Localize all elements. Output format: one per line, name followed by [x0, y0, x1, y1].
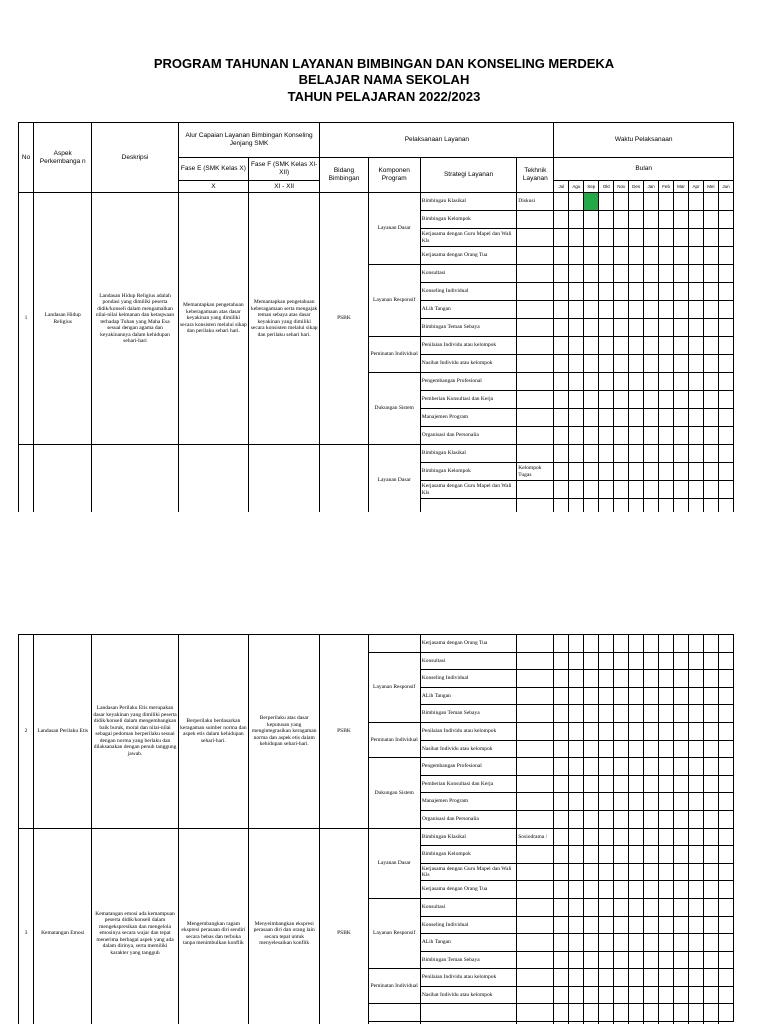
month-agu: Agu	[569, 181, 584, 193]
row-2-no: 2	[19, 635, 34, 829]
row-2-deskripsi: Landasan Perilaku Etis merupakan dasar keyakinan yang dimiliki peserta didik/konseli dalam mengembangkan baik buruk, moral dan nilai-nilai sebagai pedoman berperilaku sesuai dengan norma yang berlaku dan dilaksanakan dengan penuh tanggung jawab.	[92, 635, 178, 829]
strategy-cell: Penilaian Individu atau kelompok	[420, 337, 516, 355]
strategy-cell: Nasihat Individu atau kelompok	[420, 986, 516, 1004]
month-sep: Sep	[584, 181, 599, 193]
strategy-cell: ALih Tangan	[420, 934, 516, 952]
page-title-line-2: BELAJAR NAMA SEKOLAH	[298, 72, 470, 87]
row-3-komponen-dasar: Layanan Dasar	[368, 828, 420, 898]
strategy-cell: Manajemen Program	[420, 409, 516, 427]
strategy-cell: Kerjasama dengan Guru Mapel dan Wali Kls	[420, 229, 516, 247]
row-1-fase-e: Memantapkan pengetahuan keberagamaan atas dasar keyakinan yang dimiliki secara konsisten melalui sikap dan perilaku sehari hari.	[178, 193, 248, 445]
teknik-kelompok-tugas: Kelompok Tugas	[517, 463, 554, 481]
page-2	[18, 634, 735, 1024]
month-mei: Mei	[703, 181, 718, 193]
row-3-bidang: PSBK	[320, 828, 368, 1024]
strategy-cell: Konsultasi	[420, 898, 516, 916]
strategy-cell: Pengembangan Profesional	[420, 373, 516, 391]
header-waktu: Waktu Pelaksanaan	[554, 123, 734, 158]
strategy-cell: Bimbingan Klasikal	[420, 828, 516, 846]
strategy-cell: Bimbingan Kelompok	[420, 463, 516, 481]
row-3-komponen-peminatan: Peminatan Individual	[368, 969, 420, 1004]
header-deskripsi: Deskripsi	[92, 123, 178, 193]
row-3-komponen-responsif: Layanan Responsif	[368, 898, 420, 968]
page-title-line-3: TAHUN PELAJARAN 2022/2023	[287, 89, 481, 104]
month-jul: Jul	[554, 181, 569, 193]
row-2-fase-f: Berperilaku atas dasar keputusan yang mengintegrasikan keragaman norma dan aspek etis dalam kehidupan sehari-hari.	[249, 635, 320, 829]
strategy-cell: Pemberian Konsultasi dan Kerja	[420, 391, 516, 409]
row-1-fase-f: Memantapkan pengetahuan keberagamaan serta mengajak teman sebaya atas dasar keyakinan yang dimiliki secara konsisten melalui sikap dan perilaku sehari hari.	[249, 193, 320, 445]
strategy-cell: Konsultasi	[420, 265, 516, 283]
row-1-komponen-dasar: Layanan Dasar	[368, 193, 420, 265]
page-title-line-1: PROGRAM TAHUNAN LAYANAN BIMBINGAN DAN KONSELING MERDEKA	[153, 56, 615, 71]
header-teknik: Tekhnik Layanan	[517, 158, 554, 193]
strategy-cell: Penilaian Individu atau kelompok	[420, 722, 516, 740]
strategy-cell: Kerjasama dengan Guru Mapel dan Wali Kls	[420, 863, 516, 881]
row-2-bidang: PSBK	[320, 635, 368, 829]
row-2-komponen-peminatan: Peminatan Individual	[368, 722, 420, 757]
header-kelas-x: X	[178, 181, 248, 193]
month-okt: Okt	[599, 181, 614, 193]
program-table-page-1	[18, 122, 734, 512]
row-2-fase-e: Berperilaku berdasarkan keragaman sumber norma dan aspek etis dalam kehidupan sehari-hari.	[178, 635, 248, 829]
strategy-cell: Konseling Individual	[420, 916, 516, 934]
row-2-komponen-dukungan: Dukungan Sistem	[368, 758, 420, 828]
strategy-cell: Kerjasama dengan Orang Tua	[420, 247, 516, 265]
table-row	[19, 635, 734, 653]
strategy-cell: Penilaian Individu atau kelompok	[420, 969, 516, 987]
strategy-cell: Organisasi dan Personalia	[420, 810, 516, 828]
strategy-cell: Bimbingan Kelompok	[420, 211, 516, 229]
strategy-cell: Organisasi dan Personalia	[420, 427, 516, 445]
row-1-aspek: Landasan Hidup Religius	[34, 193, 92, 445]
row-1-no: 1	[19, 193, 34, 445]
header-komponen: Komponen Program	[368, 158, 420, 193]
strategy-cell: Bimbingan Teman Sebaya	[420, 705, 516, 723]
month-apr: Apr	[689, 181, 704, 193]
table-row	[19, 828, 734, 846]
row-3-fase-e: Mengembangkan ragam ekspresi perasaan diri sendiri secara bebas dan terbuka tanpa menimbulkan konflik	[178, 828, 248, 1024]
month-jan: Jan	[644, 181, 659, 193]
strategy-cell: Bimbingan Teman Sebaya	[420, 951, 516, 969]
header-strategi: Strategi Layanan	[420, 158, 516, 193]
row-1-deskripsi: Landasan Hidup Religius adalah pondasi yang dimiliki peserta didik/konseli dalam mengamalkan nilai-nilai keimanan dan ketaqwaan terhadap Tuhan yang Maha Esa sesuai dengan agama dan keyakinannya dalam kehidupan sehari-hari	[92, 193, 178, 445]
strategy-cell: Pemberian Konsultasi dan Kerja	[420, 775, 516, 793]
row-1-komponen-peminatan: Peminatan Individual	[368, 337, 420, 373]
row-2-aspek: Landasan Perilaku Etis	[34, 635, 92, 829]
strategy-cell: Bimbingan Klasikal	[420, 193, 516, 211]
strategy-cell: Konseling Individual	[420, 283, 516, 301]
row-3-fase-f: Menyeimbangkan ekspresi perasaan diri dan orang lain secara tepat untuk menyelesaikan konflik	[249, 828, 320, 1024]
komponen-dasar-cut: Layanan Dasar	[368, 445, 420, 513]
row-1-komponen-dukungan: Dukungan Sistem	[368, 373, 420, 445]
schedule-cell-sep-marked	[584, 193, 599, 211]
month-mar: Mar	[674, 181, 689, 193]
header-no: No	[19, 123, 34, 193]
strategy-cell: ALih Tangan	[420, 301, 516, 319]
page-1	[18, 122, 735, 512]
header-bidang: Bidang Bimbingan	[320, 158, 368, 193]
month-feb: Feb	[659, 181, 674, 193]
strategy-cell: Bimbingan Teman Sebaya	[420, 319, 516, 337]
strategy-cell: Nasihat Individu atau kelompok	[420, 355, 516, 373]
header-fase-e: Fase E (SMK Kelas X)	[178, 158, 248, 181]
strategy-cell: Kerjasama dengan Orang Tua	[420, 635, 516, 653]
header-kelas-xi: XI - XII	[249, 181, 320, 193]
header-aspek: Aspek Perkembanga n	[34, 123, 92, 193]
strategy-cell: Kerjasama dengan Orang Tua	[420, 881, 516, 899]
month-nov: Nov	[614, 181, 629, 193]
row-1-teknik: Diskusi	[517, 193, 554, 211]
header-bulan: Bulan	[554, 158, 734, 181]
table-row	[19, 193, 734, 211]
header-fase-f: Fase F (SMK Kelas XI-XII)	[249, 158, 320, 181]
row-2-komponen-responsif: Layanan Responsif	[368, 652, 420, 722]
strategy-cell: Kerjasama dengan Guru Mapel dan Wali Kls	[420, 481, 516, 499]
strategy-cell: ALih Tangan	[420, 687, 516, 705]
strategy-cell: Nasihat Individu atau kelompok	[420, 740, 516, 758]
table-row	[19, 445, 734, 463]
strategy-cell: Konseling Individual	[420, 670, 516, 688]
month-jun: Jun	[718, 181, 733, 193]
row-1-komponen-responsif: Layanan Responsif	[368, 265, 420, 337]
row-3-teknik: Sosiodrama /	[517, 828, 554, 846]
row-3-deskripsi: Kematangan emosi ada kemampuan peserta didik/konseli dalam mengekspresikan dan mengelola emosinya secara wajar dan tepat menerima berbagai aspek yang ada dalam dirinya, serta memiliki karakter yang tangguh	[92, 828, 178, 1024]
strategy-cell: Konsultasi	[420, 652, 516, 670]
program-table-page-2	[18, 634, 734, 1024]
strategy-cell: Bimbingan Kelompok	[420, 846, 516, 864]
strategy-cell: Manajemen Program	[420, 793, 516, 811]
header-alur-capaian: Alur Capaian Layanan Bimbingan Konseling Jenjang SMK	[178, 123, 320, 158]
header-pelaksanaan: Pelaksanaan Layanan	[320, 123, 554, 158]
month-des: Des	[629, 181, 644, 193]
strategy-cell: Bimbingan Klasikal	[420, 445, 516, 463]
row-3-aspek: Kematangan Emosi	[34, 828, 92, 1024]
row-3-no: 3	[19, 828, 34, 1024]
strategy-cell: Pengembangan Profesional	[420, 758, 516, 776]
row-1-bidang: PSBK	[320, 193, 368, 445]
